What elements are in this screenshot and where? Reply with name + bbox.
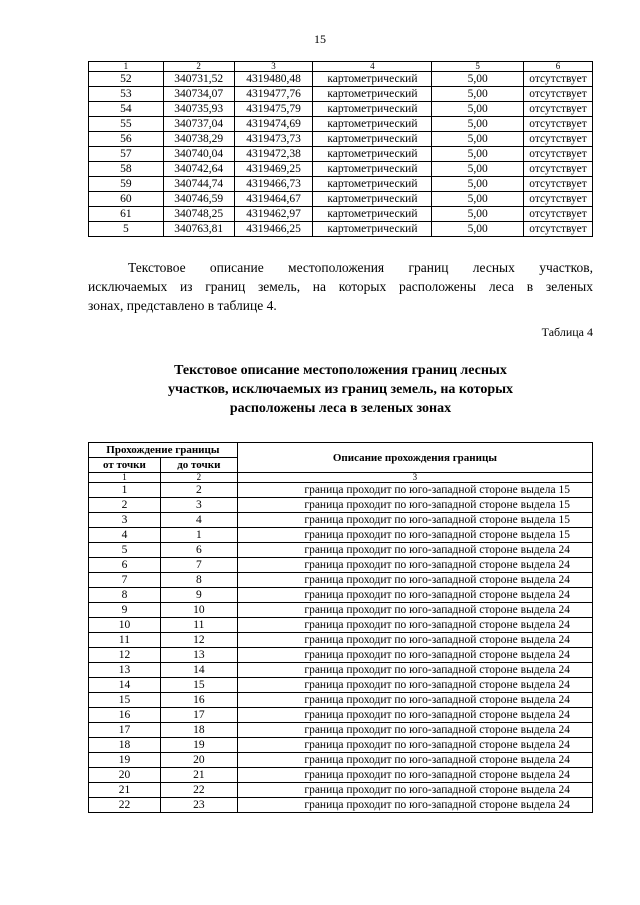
- from-point-cell: 15: [89, 693, 161, 708]
- table-cell: 4319474,69: [234, 117, 313, 132]
- boundary-description-cell: граница проходит по юго-западной стороне выдела 24: [237, 633, 592, 648]
- to-point-cell: 18: [160, 723, 237, 738]
- table-title-line: участков, исключаемых из границ земель, на которых: [167, 382, 514, 397]
- table-row: [89, 573, 593, 588]
- table-cell: 340740,04: [163, 147, 234, 162]
- header-to-point: до точки: [160, 458, 237, 473]
- table-cell: 5,00: [432, 162, 524, 177]
- table-title-line: Текстовое описание местоположения границ лесных: [174, 363, 507, 378]
- to-point-cell: 16: [160, 693, 237, 708]
- body-paragraph: [88, 258, 593, 315]
- table-cell: отсутствует: [524, 87, 593, 102]
- to-point-cell: 4: [160, 513, 237, 528]
- to-point-cell: 17: [160, 708, 237, 723]
- boundary-description-cell: граница проходит по юго-западной стороне выдела 24: [237, 798, 592, 813]
- table-cell: 5: [89, 222, 164, 237]
- table-cell: 340735,93: [163, 102, 234, 117]
- column-number: 3: [234, 62, 313, 72]
- table-cell: 5,00: [432, 102, 524, 117]
- boundary-description-cell: граница проходит по юго-западной стороне выдела 24: [237, 543, 592, 558]
- to-point-cell: 1: [160, 528, 237, 543]
- table-cell: 56: [89, 132, 164, 147]
- table-cell: 5,00: [432, 72, 524, 87]
- to-point-cell: 6: [160, 543, 237, 558]
- table-row: [89, 528, 593, 543]
- table-cell: картометрический: [313, 72, 432, 87]
- from-point-cell: 5: [89, 543, 161, 558]
- table-cell: 340731,52: [163, 72, 234, 87]
- boundary-description-cell: граница проходит по юго-западной стороне выдела 24: [237, 768, 592, 783]
- table-cell: картометрический: [313, 207, 432, 222]
- from-point-cell: 13: [89, 663, 161, 678]
- table-cell: 4319469,25: [234, 162, 313, 177]
- table-cell: картометрический: [313, 162, 432, 177]
- table-title-line: расположены леса в зеленых зонах: [229, 401, 452, 416]
- boundary-description-cell: граница проходит по юго-западной стороне выдела 24: [237, 588, 592, 603]
- boundary-description-table: [88, 442, 593, 813]
- table-cell: 340737,04: [163, 117, 234, 132]
- table-row: [89, 738, 593, 753]
- table-cell: отсутствует: [524, 192, 593, 207]
- table-cell: картометрический: [313, 102, 432, 117]
- table-cell: 54: [89, 102, 164, 117]
- from-point-cell: 9: [89, 603, 161, 618]
- boundary-description-cell: граница проходит по юго-западной стороне выдела 15: [237, 483, 592, 498]
- from-point-cell: 2: [89, 498, 161, 513]
- table-cell: 61: [89, 207, 164, 222]
- from-point-cell: 19: [89, 753, 161, 768]
- boundary-description-cell: граница проходит по юго-западной стороне выдела 15: [237, 528, 592, 543]
- to-point-cell: 10: [160, 603, 237, 618]
- table-row: [89, 663, 593, 678]
- to-point-cell: 19: [160, 738, 237, 753]
- boundary-description-cell: граница проходит по юго-западной стороне выдела 15: [237, 513, 592, 528]
- from-point-cell: 16: [89, 708, 161, 723]
- table-cell: 340744,74: [163, 177, 234, 192]
- boundary-description-cell: граница проходит по юго-западной стороне выдела 24: [237, 723, 592, 738]
- to-point-cell: 20: [160, 753, 237, 768]
- to-point-cell: 12: [160, 633, 237, 648]
- table-row: [89, 708, 593, 723]
- table-cell: 5,00: [432, 87, 524, 102]
- table-cell: 53: [89, 87, 164, 102]
- table-cell: 4319466,73: [234, 177, 313, 192]
- paragraph-line: исключаемых из границ земель, на которых расположены леса в зеленых: [88, 279, 593, 294]
- from-point-cell: 21: [89, 783, 161, 798]
- column-number: 2: [163, 62, 234, 72]
- table-cell: отсутствует: [524, 117, 593, 132]
- table-cell: 4319477,76: [234, 87, 313, 102]
- table-cell: 340742,64: [163, 162, 234, 177]
- table-row: [89, 162, 593, 177]
- to-point-cell: 7: [160, 558, 237, 573]
- table-cell: 58: [89, 162, 164, 177]
- boundary-description-cell: граница проходит по юго-западной стороне выдела 24: [237, 648, 592, 663]
- table-cell: 340763,81: [163, 222, 234, 237]
- table-cell: 4319475,79: [234, 102, 313, 117]
- table-cell: отсутствует: [524, 177, 593, 192]
- to-point-cell: 13: [160, 648, 237, 663]
- table-row: [89, 648, 593, 663]
- to-point-cell: 8: [160, 573, 237, 588]
- column-number-row: [89, 62, 593, 72]
- table-cell: 57: [89, 147, 164, 162]
- table-row: [89, 117, 593, 132]
- table-row: [89, 558, 593, 573]
- header-description: Описание прохождения границы: [237, 443, 592, 473]
- table-cell: отсутствует: [524, 147, 593, 162]
- table-cell: 4319466,25: [234, 222, 313, 237]
- boundary-description-cell: граница проходит по юго-западной стороне выдела 24: [237, 753, 592, 768]
- table-row: [89, 753, 593, 768]
- table-row: [89, 633, 593, 648]
- table-cell: 340734,07: [163, 87, 234, 102]
- table-row: [89, 177, 593, 192]
- column-number: 6: [524, 62, 593, 72]
- table-cell: отсутствует: [524, 132, 593, 147]
- from-point-cell: 3: [89, 513, 161, 528]
- table-cell: 5,00: [432, 177, 524, 192]
- column-number: 5: [432, 62, 524, 72]
- table-cell: 59: [89, 177, 164, 192]
- boundary-description-cell: граница проходит по юго-западной стороне выдела 15: [237, 498, 592, 513]
- from-point-cell: 17: [89, 723, 161, 738]
- to-point-cell: 14: [160, 663, 237, 678]
- boundary-description-cell: граница проходит по юго-западной стороне выдела 24: [237, 573, 592, 588]
- to-point-cell: 9: [160, 588, 237, 603]
- table-cell: 4319473,73: [234, 132, 313, 147]
- table-cell: 55: [89, 117, 164, 132]
- to-point-cell: 2: [160, 483, 237, 498]
- from-point-cell: 8: [89, 588, 161, 603]
- table-row: [89, 102, 593, 117]
- table-row: [89, 768, 593, 783]
- from-point-cell: 7: [89, 573, 161, 588]
- table-row: [89, 513, 593, 528]
- table-row: [89, 87, 593, 102]
- table-cell: отсутствует: [524, 207, 593, 222]
- table-row: [89, 207, 593, 222]
- table-cell: картометрический: [313, 87, 432, 102]
- boundary-description-cell: граница проходит по юго-западной стороне выдела 24: [237, 708, 592, 723]
- from-point-cell: 12: [89, 648, 161, 663]
- header-from-point: от точки: [89, 458, 161, 473]
- boundary-description-cell: граница проходит по юго-западной стороне выдела 24: [237, 603, 592, 618]
- from-point-cell: 6: [89, 558, 161, 573]
- table-row: [89, 588, 593, 603]
- table-cell: 5,00: [432, 117, 524, 132]
- table-cell: 5,00: [432, 222, 524, 237]
- table-row: [89, 483, 593, 498]
- to-point-cell: 11: [160, 618, 237, 633]
- paragraph-line: Текстовое описание местоположения границ лесных участков,: [128, 260, 593, 275]
- table-row: [89, 72, 593, 87]
- to-point-cell: 3: [160, 498, 237, 513]
- table-cell: картометрический: [313, 177, 432, 192]
- table-row: [89, 723, 593, 738]
- from-point-cell: 10: [89, 618, 161, 633]
- column-number: 2: [160, 473, 237, 483]
- to-point-cell: 21: [160, 768, 237, 783]
- table-title: [88, 361, 593, 418]
- coordinates-table: [88, 61, 593, 237]
- header-boundary-passage: Прохождение границы: [89, 443, 238, 458]
- column-number: 1: [89, 62, 164, 72]
- table-cell: 4319472,38: [234, 147, 313, 162]
- table-cell: картометрический: [313, 222, 432, 237]
- boundary-description-cell: граница проходит по юго-западной стороне выдела 24: [237, 618, 592, 633]
- table-caption: Таблица 4: [541, 325, 593, 339]
- table-cell: 5,00: [432, 147, 524, 162]
- boundary-description-cell: граница проходит по юго-западной стороне выдела 24: [237, 693, 592, 708]
- table-cell: отсутствует: [524, 162, 593, 177]
- table-cell: картометрический: [313, 117, 432, 132]
- boundary-description-cell: граница проходит по юго-западной стороне выдела 24: [237, 738, 592, 753]
- table-row: [89, 798, 593, 813]
- from-point-cell: 18: [89, 738, 161, 753]
- table-row: [89, 543, 593, 558]
- table-row: [89, 147, 593, 162]
- table-cell: картометрический: [313, 147, 432, 162]
- table-cell: 340746,59: [163, 192, 234, 207]
- table-row: [89, 693, 593, 708]
- paragraph-line: зонах, представлено в таблице 4.: [88, 298, 277, 313]
- table-cell: отсутствует: [524, 102, 593, 117]
- table-row: [89, 498, 593, 513]
- from-point-cell: 14: [89, 678, 161, 693]
- table-row: [89, 603, 593, 618]
- table-cell: отсутствует: [524, 72, 593, 87]
- column-number: 4: [313, 62, 432, 72]
- from-point-cell: 11: [89, 633, 161, 648]
- from-point-cell: 1: [89, 483, 161, 498]
- table-cell: 60: [89, 192, 164, 207]
- to-point-cell: 22: [160, 783, 237, 798]
- page-number: 15: [314, 32, 326, 46]
- table-row: [89, 192, 593, 207]
- from-point-cell: 20: [89, 768, 161, 783]
- table-cell: 5,00: [432, 192, 524, 207]
- to-point-cell: 23: [160, 798, 237, 813]
- column-number: 3: [237, 473, 592, 483]
- table-row: [89, 132, 593, 147]
- boundary-description-cell: граница проходит по юго-западной стороне выдела 24: [237, 678, 592, 693]
- boundary-description-cell: граница проходит по юго-западной стороне выдела 24: [237, 663, 592, 678]
- from-point-cell: 4: [89, 528, 161, 543]
- column-number: 1: [89, 473, 161, 483]
- boundary-description-cell: граница проходит по юго-западной стороне выдела 24: [237, 783, 592, 798]
- table-cell: 5,00: [432, 207, 524, 222]
- table-row: [89, 618, 593, 633]
- table-cell: 52: [89, 72, 164, 87]
- table-cell: 5,00: [432, 132, 524, 147]
- table-row: [89, 222, 593, 237]
- table-cell: 4319480,48: [234, 72, 313, 87]
- table-row: [89, 783, 593, 798]
- from-point-cell: 22: [89, 798, 161, 813]
- table-cell: 4319464,67: [234, 192, 313, 207]
- table-cell: 4319462,97: [234, 207, 313, 222]
- to-point-cell: 15: [160, 678, 237, 693]
- table-cell: 340738,29: [163, 132, 234, 147]
- table-cell: отсутствует: [524, 222, 593, 237]
- boundary-description-cell: граница проходит по юго-западной стороне выдела 24: [237, 558, 592, 573]
- table-cell: картометрический: [313, 132, 432, 147]
- table-row: [89, 678, 593, 693]
- table-cell: картометрический: [313, 192, 432, 207]
- table-cell: 340748,25: [163, 207, 234, 222]
